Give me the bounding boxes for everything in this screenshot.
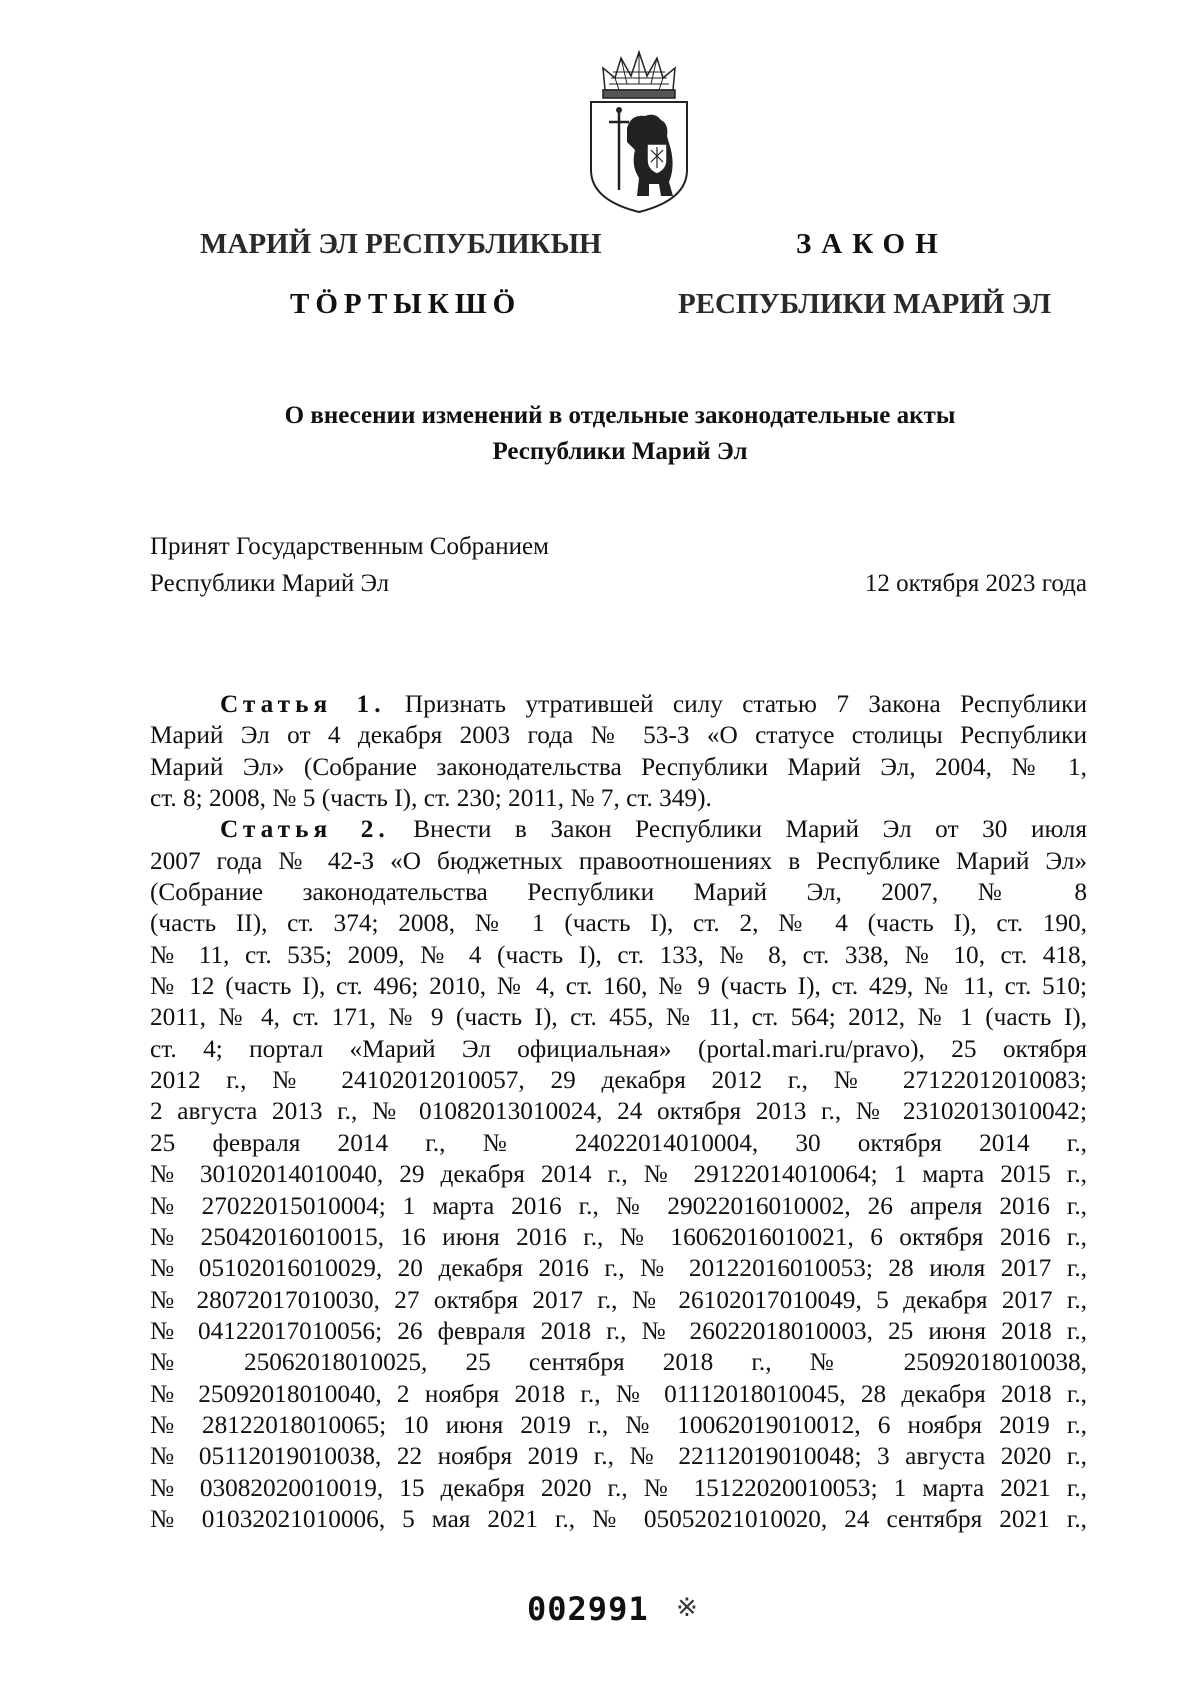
article-2-line: № 05102016010029, 20 декабря 2016 г., № 20122016010053; 28 июля 2017 г., (150, 1254, 1087, 1283)
header-right-line1: ЗАКОН (796, 228, 948, 260)
adopted-by (150, 528, 549, 602)
article-2-line: 25 февраля 2014 г., № 24022014010004, 30 октября 2014 г., (150, 1128, 1087, 1157)
article-2-line: № 28122018010065; 10 июня 2019 г., № 10062019010012, 6 ноября 2019 г., (150, 1410, 1087, 1439)
article-2-line: № 25092018010040, 2 ноября 2018 г., № 01112018010045, 28 декабря 2018 г., (150, 1379, 1087, 1408)
header-left-line1: МАРИЙ ЭЛ РЕСПУБЛИКЫН (200, 228, 602, 260)
adopted-line2: Республики Марий Эл (150, 570, 390, 597)
article-2-line: № 30102014010040, 29 декабря 2014 г., № 29122014010064; 1 марта 2015 г., (150, 1160, 1087, 1189)
article-1-line: ст. 8; 2008, № 5 (часть I), ст. 230; 2011, № 7, ст. 349). (150, 784, 712, 813)
article-2-line: 2007 года № 42-З «О бюджетных правоотношениях в Республике Марий Эл» (150, 846, 1087, 875)
adopted-line1: Принят Государственным Собранием (150, 533, 549, 560)
document-title (150, 398, 1090, 470)
article-2-line: № 05112019010038, 22 ноября 2019 г., № 22112019010048; 3 августа 2020 г., (150, 1442, 1087, 1471)
article-1-line: Марий Эл» (Собрание законодательства Республики Марий Эл, 2004, № 1, (150, 752, 1087, 781)
article-2-line: (Собрание законодательства Республики Марий Эл, 2007, № 8 (150, 878, 1087, 907)
document-title-line1: О внесении изменений в отдельные законодательные акты (284, 402, 956, 429)
footer-mark-icon: ※ (676, 1593, 698, 1622)
header-right-line2: РЕСПУБЛИКИ МАРИЙ ЭЛ (678, 288, 1052, 320)
adopted-date: 12 октября 2023 года (864, 570, 1087, 597)
coat-of-arms-icon (583, 50, 695, 215)
article-2-line: 2012 г., № 24102012010057, 29 декабря 2012 г., № 27122012010083; (150, 1066, 1087, 1095)
article-2-line: № 04122017010056; 26 февраля 2018 г., № 26022018010003, 25 июня 2018 г., (150, 1316, 1087, 1345)
article-2-line: № 01032021010006, 5 мая 2021 г., № 05052021010020, 24 сентября 2021 г., (150, 1504, 1087, 1533)
document-serial-number: 002991 (527, 1590, 649, 1628)
article-1-line: Марий Эл от 4 декабря 2003 года № 53-З «О статусе столицы Республики (150, 721, 1087, 750)
article-2-line: № 25062018010025, 25 сентября 2018 г., № 25092018010038, (150, 1348, 1087, 1377)
header-left-line2: ТӦРТЫКШӦ (290, 288, 522, 320)
article-2 (150, 814, 1087, 1535)
article-2-line: № 12 (часть I), ст. 496; 2010, № 4, ст. 160, № 9 (часть I), ст. 429, № 11, ст. 510; (150, 972, 1087, 1001)
document-body (150, 689, 1087, 1535)
article-2-line: № 27022015010004; 1 марта 2016 г., № 29022016010002, 26 апреля 2016 г., (150, 1191, 1087, 1220)
article-2-line: Статья 2. Внести в Закон Республики Марий Эл от 30 июля (220, 815, 1088, 844)
article-1 (150, 689, 1087, 814)
article-2-line: 2 августа 2013 г., № 01082013010024, 24 октября 2013 г., № 23102013010042; (150, 1097, 1087, 1126)
article-2-line: 2011, № 4, ст. 171, № 9 (часть I), ст. 455, № 11, ст. 564; 2012, № 1 (часть I), (150, 1003, 1087, 1032)
document-title-line2: Республики Марий Эл (492, 438, 748, 465)
article-2-label: Статья 2. (220, 815, 390, 844)
article-2-line: ст. 4; портал «Марий Эл официальная» (portal.mari.ru/pravo), 25 октября (150, 1034, 1087, 1063)
article-2-line: (часть II), ст. 374; 2008, № 1 (часть I), ст. 2, № 4 (часть I), ст. 190, (150, 909, 1087, 938)
article-2-line: № 28072017010030, 27 октября 2017 г., № 26102017010049, 5 декабря 2017 г., (150, 1285, 1087, 1314)
article-1-label: Статья 1. (220, 690, 386, 718)
article-2-line: № 25042016010015, 16 июня 2016 г., № 16062016010021, 6 октября 2016 г., (150, 1222, 1087, 1251)
article-1-line: Статья 1. Признать утратившей силу статью 7 Закона Республики (220, 690, 1087, 718)
article-2-line: № 11, ст. 535; 2009, № 4 (часть I), ст. 133, № 8, ст. 338, № 10, ст. 418, (150, 940, 1087, 969)
article-2-line: № 03082020010019, 15 декабря 2020 г., № 15122020010053; 1 марта 2021 г., (150, 1473, 1087, 1502)
